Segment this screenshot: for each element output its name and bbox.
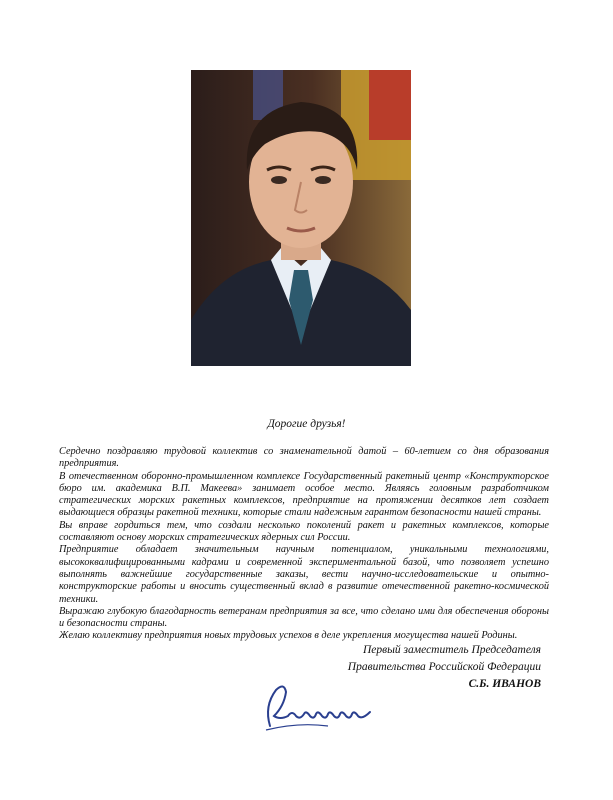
greeting: Дорогие друзья! [267,418,346,430]
signatory-title-line2: Правительства Российской Федерации [347,661,541,673]
paragraph: Выражаю глубокую благодарность ветеранам предприятия за все, что сделано ими для обеспечения обороны и безопасности страны. [59,605,549,630]
letter-body [59,446,549,643]
paragraph: Желаю коллективу предприятия новых трудовых успехов в деле укрепления могущества нашей Родины. [59,630,518,642]
paragraph: Вы вправе гордиться тем, что создали несколько поколений ракет и ракетных комплексов, которые составляют основу морских стратегических ядерных сил России. [59,519,549,544]
portrait-illustration [191,70,411,366]
portrait-photo [191,70,411,366]
signatory-title-line1: Первый заместитель Председателя [362,644,541,656]
paragraph: В отечественном оборонно-промышленном комплексе Государственный ракетный центр «Конструкторское бюро им. академика В.П. Макеева» занимает особое место. Являясь головным разработчиком стратегических морских ракетных комплексов, предприятие на протяжении десятков лет создает выдающиеся образцы ракетной техники, которые стали надежным гарантом безопасности нашей страны. [59,470,549,519]
paragraph: Предприятие обладает значительным научным потенциалом, уникальными технологиями, высококвалифицированными кадрами и современной экспериментальной базой, что позволяет успешно выполнять важнейшие государственные заказы, вести научно-исследовательские и опытно-конструкторские работы и вносить существенный вклад в развитие отечественной ракетно-космической техники. [59,544,549,605]
signatory-name: С.Б. ИВАНОВ [468,678,541,690]
paragraph: Сердечно поздравляю трудовой коллектив со знаменательной датой – 60-летием со дня образования предприятия. [59,446,549,470]
handwritten-signature [258,676,378,736]
